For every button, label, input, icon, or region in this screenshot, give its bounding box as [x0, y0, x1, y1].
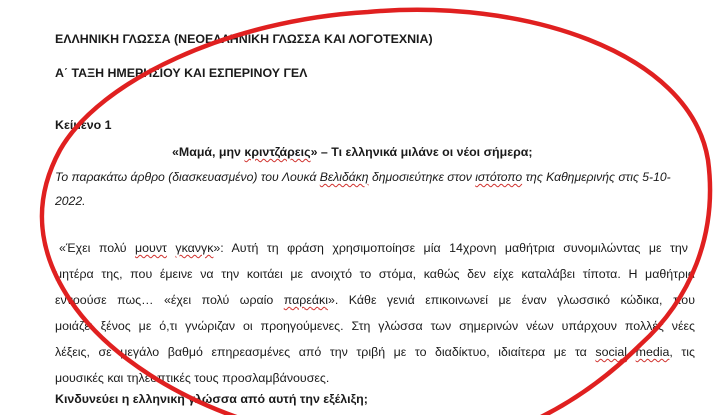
body-line-1: «Έχει πολύ μουντ γκανγκ»: Αυτή τη φράση χρησιμοποίησε μία 14χρονη μαθήτρια συνομιλώντας με την [59, 241, 688, 255]
body-line-3: εννοούσε πως… «έχει πολύ ωραίο παρεάκι». Κάθε γενιά επικοινωνεί με έναν γλωσσικό κώδικα, που [55, 293, 695, 307]
exam-class-heading: Α΄ ΤΑΞΗ ΗΜΕΡΗΣΙΟΥ ΚΑΙ ΕΣΠΕΡΙΝΟΥ ΓΕΛ [55, 66, 308, 80]
misspelled-word: γκανγκ [175, 241, 214, 255]
misspelled-word: παρεάκι [283, 293, 328, 307]
misspelled-word: Βελιδάκη [319, 170, 369, 184]
body-line-6: μουσικές και τηλεοπτικές τους προσλαμβάνουσες. [55, 371, 330, 385]
misspelled-word: ιστότοπο [475, 170, 523, 184]
question-line: Κινδυνεύει η ελληνική γλώσσα από αυτή την εξέλιξη; [55, 392, 368, 406]
body-line-5: λέξεις, σε μεγάλο βαθμό επηρεασμένες από την τριβή με το διαδίκτυο, ιδιαίτερα με τα social media, τις [55, 345, 695, 359]
article-title: «Μαμά, μην κριντζάρεις» – Τι ελληνικά μιλάνε οι νέοι σήμερα; [172, 145, 533, 159]
misspelled-word: media [635, 345, 670, 359]
article-source-line-2: 2022. [55, 194, 86, 208]
body-line-2: μητέρα της, που έμεινε να την κοιτάει με ανοιχτό το στόμα, καθώς δεν είχε καταλάβει τίποτα. Η μαθήτρια [55, 267, 695, 281]
misspelled-word: κριντζάρεις [244, 145, 311, 159]
text-label: Κείμενο 1 [55, 118, 112, 132]
article-source-line-1: Το παρακάτω άρθρο (διασκευασμένο) του Λουκά Βελιδάκη δημοσιεύτηκε στον ιστότοπο της Καθημερινής στις 5-10- [55, 170, 671, 184]
body-line-4: μοιάζει ξένος με ό,τι γνώριζαν οι προηγούμενες. Στη γλώσσα των σημερινών νέων υπάρχουν πολλές νέες [55, 319, 695, 333]
exam-subject-heading: ΕΛΛΗΝΙΚΗ ΓΛΩΣΣΑ (ΝΕΟΕΛΛΗΝΙΚΗ ΓΛΩΣΣΑ ΚΑΙ ΛΟΓΟΤΕΧΝΙΑ) [55, 32, 433, 46]
misspelled-word: μουντ [135, 241, 167, 255]
misspelled-word: social [595, 345, 628, 359]
